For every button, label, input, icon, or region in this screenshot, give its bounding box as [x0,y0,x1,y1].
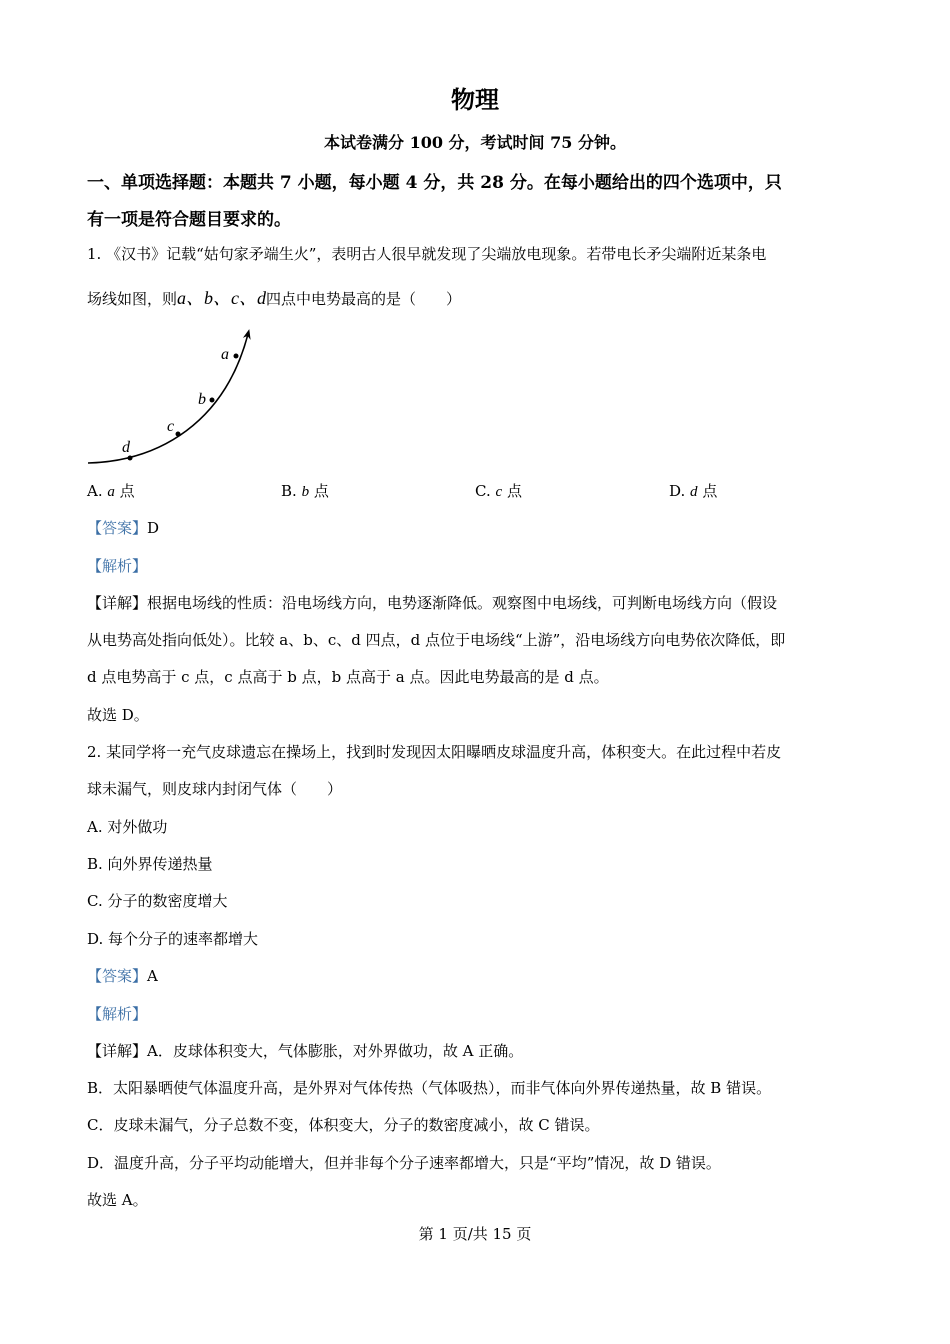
q1-detail-line3: d 点电势高于 c 点，c 点高于 b 点，b 点高于 a 点。因此电势最高的是 d 点。 [87,668,609,686]
point-d-label: d [122,439,130,456]
point-d-dot [128,456,133,461]
q2-analysis-tag: 【解析】 [87,1005,148,1023]
point-a-label: a [221,346,229,363]
q2-option-a: A. 对外做功 [87,818,168,836]
section-heading-line2: 有一项是符合题目要求的。 [87,210,291,230]
q1-stem-line1: 1. 《汉书》记载“姑句家矛端生火”，表明古人很早就发现了尖端放电现象。若带电长矛尖端附近某条电 [87,245,767,263]
point-c-dot [176,432,181,437]
q2-conclusion: 故选 A。 [87,1191,148,1209]
point-b-label: b [198,391,206,408]
q2-answer: 【答案】A [87,967,158,985]
electric-field-line-figure [85,322,265,472]
point-b-dot [210,398,215,403]
q1-analysis-tag: 【解析】 [87,557,148,575]
q1-stem-pre: 场线如图，则 [87,290,178,308]
page-footer: 第 1 页/共 15 页 [418,1225,532,1243]
q1-stem-vars: a、b、c、d [177,288,267,308]
q1-answer: 【答案】D [87,519,160,537]
q2-detail-a: 【详解】A．皮球体积变大，气体膨胀，对外界做功，故 A 正确。 [87,1042,524,1060]
q1-stem-post: 四点中电势最高的是（ ） [266,290,462,308]
q2-stem-line2: 球未漏气，则皮球内封闭气体（ ） [87,780,343,798]
q1-option-a: A. a 点 [87,482,135,500]
q2-detail-c: C．皮球未漏气，分子总数不变，体积变大，分子的数密度减小，故 C 错误。 [87,1116,600,1134]
q2-stem-line1: 2. 某同学将一充气皮球遗忘在操场上，找到时发现因太阳曝晒皮球温度升高，体积变大。在此过程中若皮 [87,743,782,761]
point-a-dot [234,354,239,359]
q1-option-d: D. d 点 [669,482,718,500]
point-c-label: c [167,418,175,435]
q2-option-b: B. 向外界传递热量 [87,855,213,873]
section-heading-line1: 一、单项选择题：本题共 7 小题，每小题 4 分，共 28 分。在每小题给出的四个选项中，只 [87,173,782,193]
q2-detail-b: B．太阳暴晒使气体温度升高，是外界对气体传热（气体吸热），而非气体向外界传递热量，故 B 错误。 [87,1079,772,1097]
q2-option-c: C. 分子的数密度增大 [87,892,228,910]
exam-info: 本试卷满分 100 分，考试时间 75 分钟。 [324,133,626,152]
q1-detail-line2: 从电势高处指向低处）。比较 a、b、c、d 四点，d 点位于电场线“上游”，沿电场线方向电势依次降低，即 [87,631,786,649]
q1-conclusion: 故选 D。 [87,706,149,724]
q1-detail-line1: 【详解】根据电场线的性质：沿电场线方向，电势逐渐降低。观察图中电场线，可判断电场线方向（假设 [87,594,778,612]
page-title: 物理 [451,85,499,114]
q1-option-c: C. c 点 [475,482,522,500]
q1-option-b: B. b 点 [281,482,329,500]
q2-option-d: D. 每个分子的速率都增大 [87,930,259,948]
q2-detail-d: D．温度升高，分子平均动能增大，但并非每个分子速率都增大，只是“平均”情况，故 D 错误。 [87,1154,721,1172]
q1-stem-line2 [87,287,461,310]
